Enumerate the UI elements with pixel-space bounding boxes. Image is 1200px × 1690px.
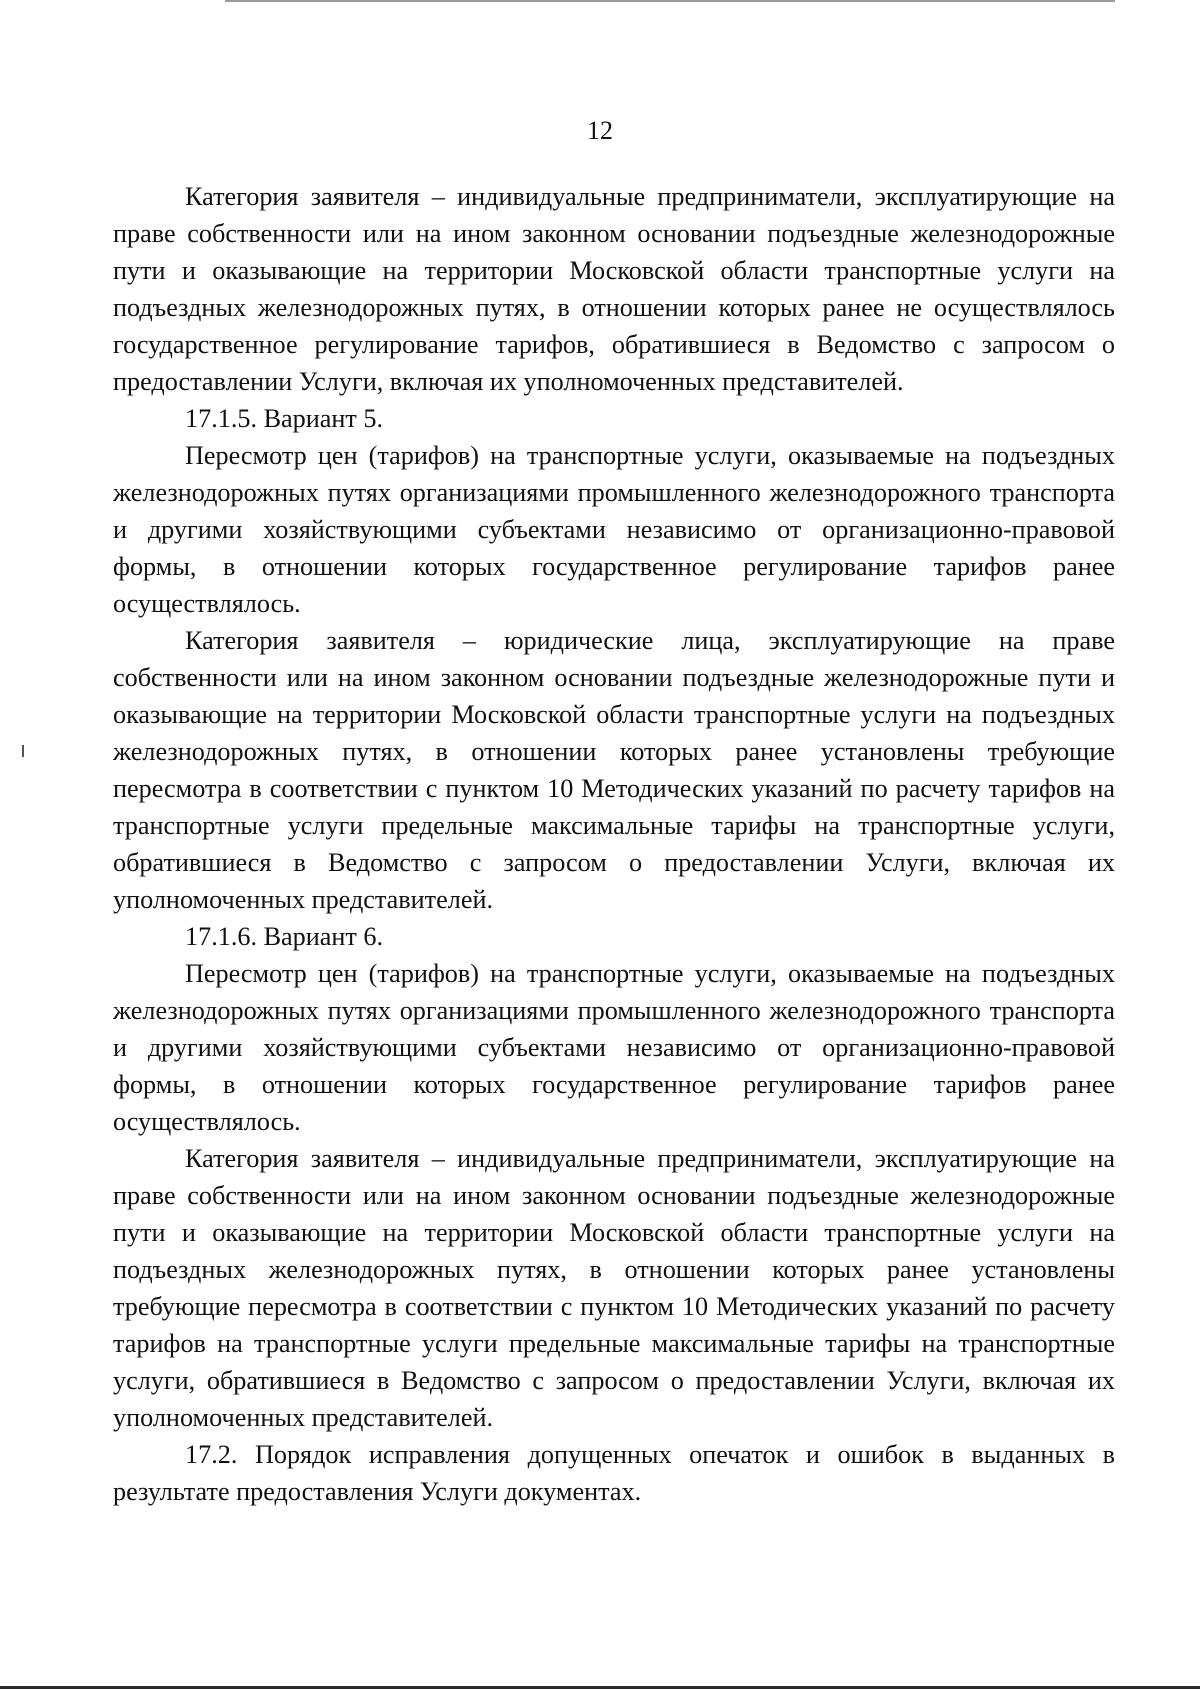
bottom-scan-edge: [0, 1686, 1200, 1689]
section-heading-variant-5: 17.1.5. Вариант 5.: [185, 404, 384, 433]
top-scan-edge: [225, 0, 1115, 2]
scan-mark: [22, 745, 24, 757]
paragraph-applicant-category-legal-entities: Категория заявителя – юридические лица, эксплуатирующие на праве собственности или на ином законном основании подъездные железнодорожные пути и оказывающие на территории Московской области транспортные услуги на подъездных железнодорожных путях, в отношении которых ранее установлены требующие пересмотра в соответствии с пунктом 10 Методических указаний по расчету тарифов на транспортные услуги предельные максимальные тарифы на транспортные услуги, обратившиеся в Ведомство с запросом о предоставлении Услуги, включая их уполномоченных представителей.: [113, 626, 1115, 914]
page-number: 12: [587, 116, 613, 145]
section-heading-variant-6: 17.1.6. Вариант 6.: [185, 922, 384, 951]
paragraph-tariff-revision-5: Пересмотр цен (тарифов) на транспортные услуги, оказываемые на подъездных железнодорожных путях организациями промышленного железнодорожного транспорта и другими хозяйствующими субъектами независимо от организационно-правовой формы, в отношении которых государственное регулирование тарифов ранее осуществлялось.: [113, 441, 1115, 618]
paragraph-tariff-revision-6: Пересмотр цен (тарифов) на транспортные услуги, оказываемые на подъездных железнодорожных путях организациями промышленного железнодорожного транспорта и другими хозяйствующими субъектами независимо от организационно-правовой формы, в отношении которых государственное регулирование тарифов ранее осуществлялось.: [113, 959, 1115, 1136]
paragraph-applicant-category-ip-new: Категория заявителя – индивидуальные предприниматели, эксплуатирующие на праве собственности или на ином законном основании подъездные железнодорожные пути и оказывающие на территории Московской области транспортные услуги на подъездных железнодорожных путях, в отношении которых ранее не осуществлялось государственное регулирование тарифов, обратившиеся в Ведомство с запросом о предоставлении Услуги, включая их уполномоченных представителей.: [113, 182, 1115, 396]
section-heading-17-2: 17.2. Порядок исправления допущенных опечаток и ошибок в выданных в результате предоставления Услуги документах.: [113, 1440, 1115, 1506]
document-body: [113, 178, 1115, 1510]
paragraph-applicant-category-ip-revision: Категория заявителя – индивидуальные предприниматели, эксплуатирующие на праве собственности или на ином законном основании подъездные железнодорожные пути и оказывающие на территории Московской области транспортные услуги на подъездных железнодорожных путях, в отношении которых ранее установлены требующие пересмотра в соответствии с пунктом 10 Методических указаний по расчету тарифов на транспортные услуги предельные максимальные тарифы на транспортные услуги, обратившиеся в Ведомство с запросом о предоставлении Услуги, включая их уполномоченных представителей.: [113, 1144, 1115, 1432]
